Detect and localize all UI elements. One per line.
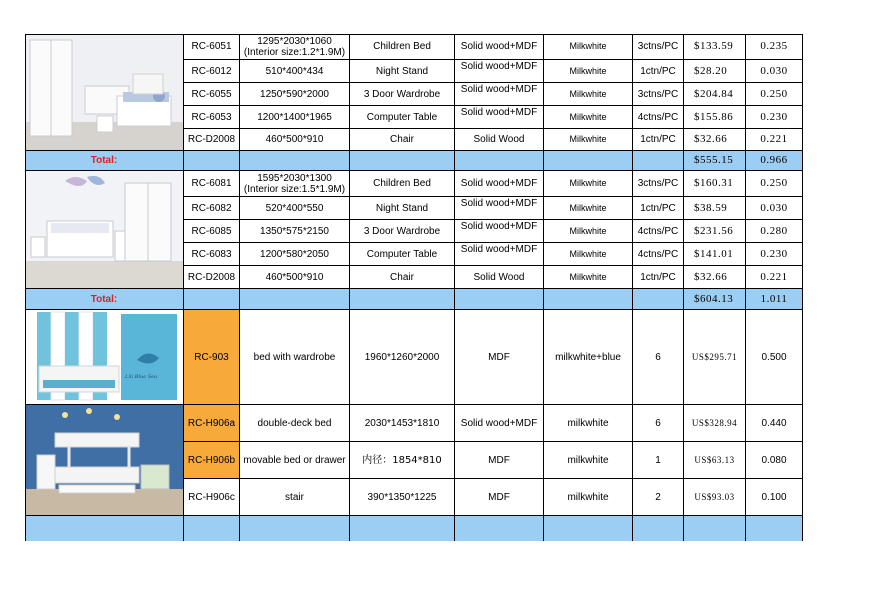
size-dimensions: 1595*2030*1300	[257, 172, 332, 184]
item-material: MDF	[455, 479, 544, 516]
item-material: Solid wood+MDF	[455, 34, 544, 60]
item-material: MDF	[455, 310, 544, 405]
price-list-sheet	[25, 34, 803, 541]
item-price: US$295.71	[684, 310, 746, 405]
item-price: $28.20	[684, 60, 746, 83]
total-band-cell	[455, 151, 544, 171]
item-color: milkwhite	[544, 442, 633, 479]
item-cbm: 0.500	[746, 310, 803, 405]
item-quantity: 6	[633, 405, 684, 442]
item-code: RC-6085	[184, 220, 240, 243]
item-cbm: 0.250	[746, 83, 803, 106]
item-color: Milkwhite	[544, 243, 633, 266]
item-cbm: 0.235	[746, 34, 803, 60]
item-code: RC-H906a	[184, 405, 240, 442]
item-name: bed with wardrobe	[240, 310, 350, 405]
item-size	[240, 171, 350, 197]
item-color: milkwhite	[544, 479, 633, 516]
item-code: RC-6012	[184, 60, 240, 83]
item-price: US$63.13	[684, 442, 746, 479]
item-color: Milkwhite	[544, 197, 633, 220]
item-price: $133.59	[684, 34, 746, 60]
total-price: $604.13	[684, 289, 746, 310]
item-material: Solid Wood	[455, 266, 544, 289]
item-price: $38.59	[684, 197, 746, 220]
item-size: 1200*1400*1965	[240, 106, 350, 129]
size-dimensions: 1295*2030*1060	[257, 35, 332, 47]
item-cbm: 0.230	[746, 243, 803, 266]
total-band-cell	[240, 289, 350, 310]
item-cbm: 0.221	[746, 129, 803, 151]
item-color: Milkwhite	[544, 60, 633, 83]
item-packing: 1ctn/PC	[633, 266, 684, 289]
item-price: $32.66	[684, 129, 746, 151]
total-band-cell	[240, 151, 350, 171]
product-photo-white-bedroom-set-2	[25, 171, 184, 289]
item-color: Milkwhite	[544, 220, 633, 243]
item-cbm: 0.250	[746, 171, 803, 197]
item-name: stair	[240, 479, 350, 516]
item-name: Computer Table	[350, 106, 455, 129]
item-cbm: 0.030	[746, 197, 803, 220]
item-code: RC-6081	[184, 171, 240, 197]
item-name: Night Stand	[350, 197, 455, 220]
summary-band-cell	[350, 516, 455, 541]
item-price: US$328.94	[684, 405, 746, 442]
item-cbm: 0.080	[746, 442, 803, 479]
total-band-cell	[184, 151, 240, 171]
item-price: $231.56	[684, 220, 746, 243]
total-cbm: 0.966	[746, 151, 803, 171]
item-material: Solid Wood	[455, 129, 544, 151]
item-size: 1200*580*2050	[240, 243, 350, 266]
item-price: $155.86	[684, 106, 746, 129]
item-code: RC-6082	[184, 197, 240, 220]
item-material: Solid wood+MDF	[455, 405, 544, 442]
item-size: 460*500*910	[240, 266, 350, 289]
item-price: $141.01	[684, 243, 746, 266]
item-code: RC-D2008	[184, 266, 240, 289]
total-label: Total:	[25, 289, 184, 310]
total-band-cell	[184, 289, 240, 310]
item-name: Children Bed	[350, 34, 455, 60]
item-color: Milkwhite	[544, 129, 633, 151]
item-color: Milkwhite	[544, 106, 633, 129]
item-size: 1250*590*2000	[240, 83, 350, 106]
summary-band-cell	[684, 516, 746, 541]
size-interior-note: (Interior size:1.5*1.9M)	[243, 183, 346, 195]
item-material: Solid wood+MDF	[455, 83, 544, 106]
item-color: Milkwhite	[544, 34, 633, 60]
item-color: Milkwhite	[544, 83, 633, 106]
summary-band-cell	[25, 516, 184, 541]
picture-caption: Lili Blue Sea	[125, 374, 158, 380]
item-quantity: 1	[633, 442, 684, 479]
item-packing: 4ctns/PC	[633, 220, 684, 243]
item-material: Solid wood+MDF	[455, 220, 544, 243]
item-price: US$93.03	[684, 479, 746, 516]
item-code: RC-H906b	[184, 442, 240, 479]
item-material: Solid wood+MDF	[455, 106, 544, 129]
white-bedroom-illustration	[25, 34, 183, 150]
item-quantity: 6	[633, 310, 684, 405]
item-code: RC-903	[184, 310, 240, 405]
item-material: Solid wood+MDF	[455, 197, 544, 220]
item-code: RC-6083	[184, 243, 240, 266]
summary-band-cell	[746, 516, 803, 541]
product-photo-bunk-bed	[25, 405, 184, 516]
item-material: Solid wood+MDF	[455, 171, 544, 197]
total-band-cell	[350, 289, 455, 310]
item-material: Solid wood+MDF	[455, 243, 544, 266]
total-band-cell	[633, 289, 684, 310]
item-name: Children Bed	[350, 171, 455, 197]
item-cbm: 0.030	[746, 60, 803, 83]
item-price: $160.31	[684, 171, 746, 197]
item-code: RC-6051	[184, 34, 240, 60]
summary-band-cell	[184, 516, 240, 541]
total-cbm: 1.011	[746, 289, 803, 310]
white-bedroom-illustration	[25, 171, 183, 288]
item-size: 390*1350*1225	[350, 479, 455, 516]
product-photo-blue-bed-wardrobe	[25, 310, 184, 405]
item-name: double-deck bed	[240, 405, 350, 442]
item-packing: 1ctn/PC	[633, 129, 684, 151]
item-packing: 1ctn/PC	[633, 60, 684, 83]
item-size: 520*400*550	[240, 197, 350, 220]
item-size: 1960*1260*2000	[350, 310, 455, 405]
item-packing: 3ctns/PC	[633, 83, 684, 106]
item-name: 3 Door Wardrobe	[350, 220, 455, 243]
total-label: Total:	[25, 151, 184, 171]
total-band-cell	[544, 151, 633, 171]
bunk-bed-illustration	[25, 405, 183, 515]
total-band-cell	[350, 151, 455, 171]
item-size: 460*500*910	[240, 129, 350, 151]
item-cbm: 0.221	[746, 266, 803, 289]
total-band-cell	[455, 289, 544, 310]
item-size: 510*400*434	[240, 60, 350, 83]
item-code: RC-H906c	[184, 479, 240, 516]
total-band-cell	[633, 151, 684, 171]
item-code: RC-6055	[184, 83, 240, 106]
item-code: RC-D2008	[184, 129, 240, 151]
item-material: MDF	[455, 442, 544, 479]
summary-band-cell	[544, 516, 633, 541]
item-code: RC-6053	[184, 106, 240, 129]
item-packing: 3ctns/PC	[633, 34, 684, 60]
item-name: Chair	[350, 266, 455, 289]
total-band-cell	[544, 289, 633, 310]
item-size: 1350*575*2150	[240, 220, 350, 243]
item-quantity: 2	[633, 479, 684, 516]
item-color: Milkwhite	[544, 171, 633, 197]
item-name: Chair	[350, 129, 455, 151]
item-price: $204.84	[684, 83, 746, 106]
item-material: Solid wood+MDF	[455, 60, 544, 83]
item-cbm: 0.100	[746, 479, 803, 516]
item-packing: 4ctns/PC	[633, 106, 684, 129]
summary-band-cell	[455, 516, 544, 541]
item-cbm: 0.440	[746, 405, 803, 442]
item-color: milkwhite+blue	[544, 310, 633, 405]
item-packing: 4ctns/PC	[633, 243, 684, 266]
item-cbm: 0.280	[746, 220, 803, 243]
item-size: 内径：1854*810	[350, 442, 455, 479]
size-interior-note: (Interior size:1.2*1.9M)	[243, 46, 346, 58]
summary-band-cell	[633, 516, 684, 541]
product-photo-white-bedroom-set-1	[25, 34, 184, 151]
item-color: milkwhite	[544, 405, 633, 442]
item-color: Milkwhite	[544, 266, 633, 289]
item-name: Night Stand	[350, 60, 455, 83]
item-name: 3 Door Wardrobe	[350, 83, 455, 106]
item-packing: 3ctns/PC	[633, 171, 684, 197]
item-size	[240, 34, 350, 60]
item-name: Computer Table	[350, 243, 455, 266]
item-size: 2030*1453*1810	[350, 405, 455, 442]
blue-bed-wardrobe-illustration	[25, 310, 183, 404]
item-price: $32.66	[684, 266, 746, 289]
item-name: movable bed or drawer	[240, 442, 350, 479]
total-price: $555.15	[684, 151, 746, 171]
item-cbm: 0.230	[746, 106, 803, 129]
summary-band-cell	[240, 516, 350, 541]
item-packing: 1ctn/PC	[633, 197, 684, 220]
